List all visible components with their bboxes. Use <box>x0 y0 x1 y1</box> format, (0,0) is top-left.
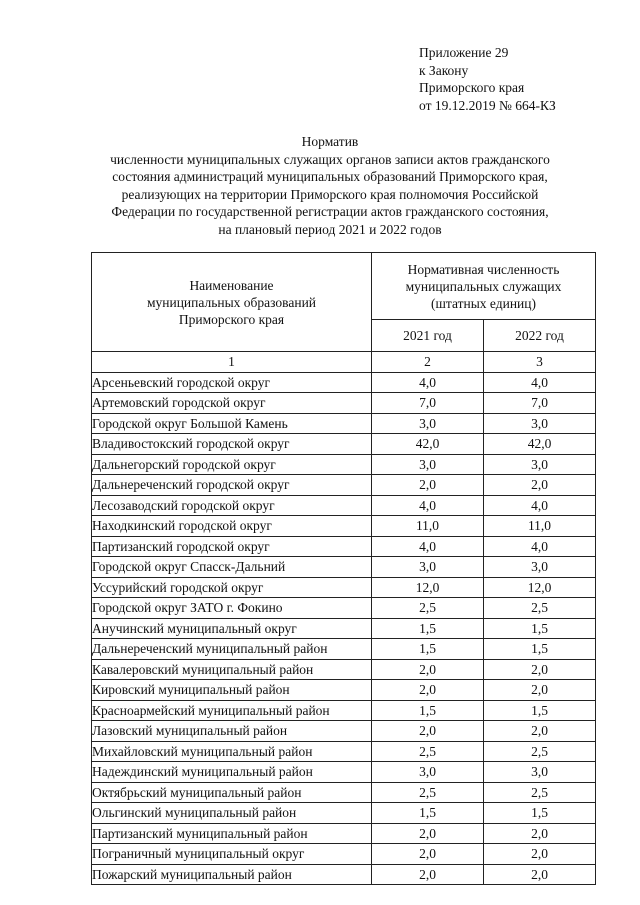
value-2022: 1,5 <box>484 639 596 660</box>
value-2021: 2,0 <box>372 864 484 885</box>
municipality-name: Дальнегорский городской округ <box>92 454 372 475</box>
table-row <box>92 659 596 680</box>
table-body <box>92 372 596 885</box>
appendix-number: Приложение 29 <box>419 45 509 60</box>
value-2021: 12,0 <box>372 577 484 598</box>
value-2022: 3,0 <box>484 762 596 783</box>
value-2022: 2,0 <box>484 823 596 844</box>
table-row <box>92 434 596 455</box>
appendix-date: от 19.12.2019 № 664-КЗ <box>419 97 556 113</box>
value-2022: 4,0 <box>484 372 596 393</box>
appendix-reference <box>419 44 556 114</box>
header-municipality <box>92 253 372 352</box>
municipality-name: Пожарский муниципальный район <box>92 864 372 885</box>
value-2022: 2,0 <box>484 680 596 701</box>
value-2021: 4,0 <box>372 536 484 557</box>
table-row <box>92 577 596 598</box>
title-line-6: на плановый период 2021 и 2022 годов <box>218 221 442 237</box>
municipality-name: Артемовский городской округ <box>92 393 372 414</box>
value-2021: 3,0 <box>372 557 484 578</box>
table-row <box>92 393 596 414</box>
value-2021: 4,0 <box>372 495 484 516</box>
table-row <box>92 844 596 865</box>
value-2022: 2,5 <box>484 598 596 619</box>
value-2021: 2,0 <box>372 659 484 680</box>
value-2022: 2,0 <box>484 475 596 496</box>
municipality-name: Владивостокский городской округ <box>92 434 372 455</box>
value-2022: 3,0 <box>484 557 596 578</box>
value-2021: 1,5 <box>372 803 484 824</box>
column-number: 1 <box>92 352 372 373</box>
value-2021: 1,5 <box>372 618 484 639</box>
value-2021: 2,0 <box>372 844 484 865</box>
title-line-5: Федерации по государственной регистрации актов гражданского состояния, <box>111 204 549 220</box>
municipality-name: Кавалеровский муниципальный район <box>92 659 372 680</box>
municipality-name: Уссурийский городской округ <box>92 577 372 598</box>
municipality-name: Кировский муниципальный район <box>92 680 372 701</box>
value-2022: 12,0 <box>484 577 596 598</box>
table-row <box>92 803 596 824</box>
header-norm <box>372 253 596 320</box>
appendix-region: Приморского края <box>419 80 525 95</box>
value-2021: 2,0 <box>372 475 484 496</box>
table-row <box>92 762 596 783</box>
column-number: 2 <box>372 352 484 373</box>
header-name-line-1: Наименование <box>189 277 274 293</box>
column-number: 3 <box>484 352 596 373</box>
municipality-name: Городской округ Спасск-Дальний <box>92 557 372 578</box>
value-2022: 42,0 <box>484 434 596 455</box>
municipality-name: Анучинский муниципальный округ <box>92 618 372 639</box>
title-line-4: реализующих на территории Приморского края полномочия Российской <box>121 186 539 202</box>
value-2021: 2,5 <box>372 782 484 803</box>
municipality-name: Октябрьский муниципальный район <box>92 782 372 803</box>
table-row <box>92 475 596 496</box>
value-2021: 11,0 <box>372 516 484 537</box>
table-row <box>92 721 596 742</box>
value-2022: 3,0 <box>484 413 596 434</box>
municipality-name: Партизанский городской округ <box>92 536 372 557</box>
value-2022: 1,5 <box>484 700 596 721</box>
municipality-name: Городской округ ЗАТО г. Фокино <box>92 598 372 619</box>
municipality-name: Городской округ Большой Камень <box>92 413 372 434</box>
title-line-2: численности муниципальных служащих органов записи актов гражданского <box>110 151 550 167</box>
value-2021: 2,5 <box>372 598 484 619</box>
header-name-line-3: Приморского края <box>178 311 285 327</box>
value-2021: 3,0 <box>372 762 484 783</box>
header-norm-line-3: (штатных единиц) <box>431 295 536 311</box>
table-row <box>92 454 596 475</box>
title-line-1: Норматив <box>301 134 359 149</box>
header-norm-line-1: Нормативная численность <box>407 261 560 277</box>
table-row <box>92 516 596 537</box>
value-2022: 2,0 <box>484 721 596 742</box>
table-row <box>92 680 596 701</box>
table-row <box>92 741 596 762</box>
header-year-2021: 2021 год <box>372 320 484 352</box>
value-2022: 1,5 <box>484 618 596 639</box>
norm-table <box>91 252 596 885</box>
municipality-name: Партизанский муниципальный район <box>92 823 372 844</box>
value-2021: 4,0 <box>372 372 484 393</box>
document-title <box>60 133 600 239</box>
municipality-name: Пограничный муниципальный округ <box>92 844 372 865</box>
municipality-name: Михайловский муниципальный район <box>92 741 372 762</box>
table-row <box>92 413 596 434</box>
value-2022: 2,0 <box>484 864 596 885</box>
municipality-name: Арсеньевский городской округ <box>92 372 372 393</box>
table-row <box>92 495 596 516</box>
value-2021: 3,0 <box>372 454 484 475</box>
municipality-name: Находкинский городской округ <box>92 516 372 537</box>
header-row <box>92 253 596 320</box>
municipality-name: Лазовский муниципальный район <box>92 721 372 742</box>
table-row <box>92 598 596 619</box>
table-row <box>92 782 596 803</box>
municipality-name: Лесозаводский городской округ <box>92 495 372 516</box>
value-2021: 1,5 <box>372 639 484 660</box>
table-row <box>92 700 596 721</box>
value-2022: 1,5 <box>484 803 596 824</box>
value-2022: 7,0 <box>484 393 596 414</box>
table-row <box>92 864 596 885</box>
value-2022: 4,0 <box>484 495 596 516</box>
value-2021: 2,5 <box>372 741 484 762</box>
value-2022: 4,0 <box>484 536 596 557</box>
value-2022: 2,0 <box>484 844 596 865</box>
table-row <box>92 557 596 578</box>
value-2022: 2,5 <box>484 782 596 803</box>
value-2021: 2,0 <box>372 721 484 742</box>
table-row <box>92 536 596 557</box>
municipality-name: Красноармейский муниципальный район <box>92 700 372 721</box>
municipality-name: Дальнереченский муниципальный район <box>92 639 372 660</box>
header-year-2022: 2022 год <box>484 320 596 352</box>
value-2021: 2,0 <box>372 823 484 844</box>
municipality-name: Дальнереченский городской округ <box>92 475 372 496</box>
column-number-row <box>92 352 596 373</box>
value-2021: 3,0 <box>372 413 484 434</box>
value-2021: 2,0 <box>372 680 484 701</box>
value-2021: 42,0 <box>372 434 484 455</box>
table-row <box>92 372 596 393</box>
value-2022: 11,0 <box>484 516 596 537</box>
value-2022: 2,5 <box>484 741 596 762</box>
value-2022: 3,0 <box>484 454 596 475</box>
table-row <box>92 639 596 660</box>
value-2021: 1,5 <box>372 700 484 721</box>
municipality-name: Надеждинский муниципальный район <box>92 762 372 783</box>
table-row <box>92 823 596 844</box>
table-row <box>92 618 596 639</box>
municipality-name: Ольгинский муниципальный район <box>92 803 372 824</box>
header-name-line-2: муниципальных образований <box>146 294 317 310</box>
value-2022: 2,0 <box>484 659 596 680</box>
appendix-law-ref: к Закону <box>419 62 469 78</box>
header-norm-line-2: муниципальных служащих <box>405 278 562 294</box>
value-2021: 7,0 <box>372 393 484 414</box>
title-line-3: состояния администраций муниципальных образований Приморского края, <box>112 169 548 185</box>
